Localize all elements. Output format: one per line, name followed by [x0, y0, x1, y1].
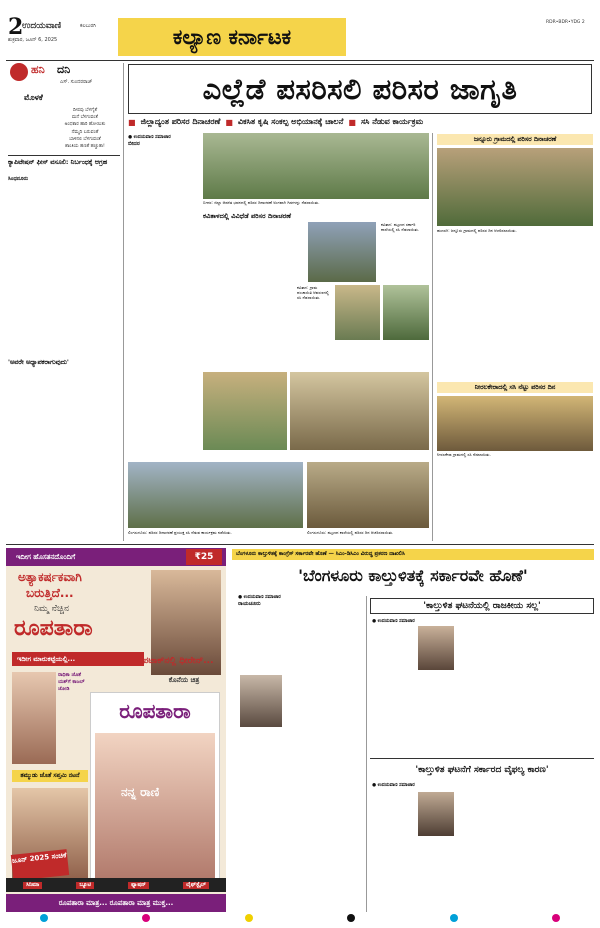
left-story-headline: ಕ್ಯಾಪಿಟೇಷನ್ ಫೀಸ್ ವಸೂಲಿ: ನಿರ್ಬಂಧಕ್ಕೆ ಆಗ್ರಹ — [8, 158, 108, 166]
lingasugur-photo-3 — [128, 462, 303, 528]
lead-headline: ಎಲ್ಲೆಡೆ ಪಸರಿಸಲಿ ಪರಿಸರ ಜಾಗೃತಿ — [202, 72, 518, 106]
politician-photo-1 — [240, 675, 282, 727]
cover-line: ನನ್ನ ರಾಣಿ — [121, 785, 160, 799]
neeralakera-photo — [437, 396, 593, 451]
black-mark-icon — [347, 914, 355, 922]
bottom-body-col2 — [286, 601, 362, 911]
right-bottom-body-1b — [458, 626, 594, 756]
brand-logo-icon — [10, 63, 28, 81]
bottom-dateline: ರಾಯಚೂರು — [238, 601, 261, 607]
edition-code: RDR•BDR•YDG 2 — [546, 20, 585, 25]
advert-on-sale: ಇದೀಗ ಮಾರುಕಟ್ಟೆಯಲ್ಲಿ... — [12, 652, 144, 666]
byline-bullet-icon: ● — [372, 783, 378, 788]
bullet-icon: ■ — [348, 117, 356, 127]
bottom-kicker: ಬೆಂಗಳೂರು ಕಾಲ್ತುಳಿತಕ್ಕೆ ಕಾಂಗ್ರೆಸ್ ಸರ್ಕಾರವೇ ಹೊಣೆ — ಸಿಎಂ-ಡಿಸಿಎಂ ವಿರುದ್ಧ ಪ್ರಕರಣ ದಾಖಲಿಸಿ — [232, 549, 594, 560]
left-story2-body — [8, 370, 120, 542]
yellow-mark-icon — [245, 914, 253, 922]
column-brand-b: ದನಿ — [57, 63, 71, 76]
lead-dateline: ಬೀದರ — [128, 141, 140, 147]
right-story1-body — [437, 240, 593, 378]
poem-line: ದೀಪವು ಬೆಳಗೈತೆ — [72, 108, 98, 113]
lead-subhead: ಜಿಲ್ಲಾದ್ಯಂತ ಪರಿಸರ ದಿನಾಚರಣೆ — [140, 117, 221, 126]
poem-title: ಮೊಳಕೆ — [24, 93, 43, 102]
advert-side-text: ರಾಧಿಕಾ ಜೊತೆ ಯಶ್‌ಗೆ ಕಾಜಲ್ ಜೋಡಿ — [58, 672, 85, 692]
advert-tagline-1: ಅತ್ಯಾಕರ್ಷಕವಾಗಿ — [18, 570, 82, 584]
left-story-dateline: ಸಿಂಧನೂರು — [8, 176, 29, 182]
issue-date: ಶುಕ್ರವಾರ, ಜೂನ್ 6, 2025 — [8, 37, 58, 43]
politician-photo-3 — [418, 792, 454, 836]
lead-headline-box — [128, 64, 592, 114]
advert-tag: ಫ್ಯಾಷನ್ — [128, 882, 149, 889]
lead-subhead: ವಿಕಸಿತ ಕೃಷಿ ಸಂಕಲ್ಪ ಅಭಿಯಾನಕ್ಕೆ ಚಾಲನೆ — [237, 117, 344, 126]
advert-tag: ಸಿನಿಮಾ — [23, 882, 42, 889]
lead-body-col2 — [203, 222, 293, 370]
print-registration-marks — [40, 914, 560, 922]
column-separator — [366, 596, 367, 912]
section-title: ಕಲ್ಯಾಣ ಕರ್ನಾಟಕ — [172, 25, 292, 49]
jannur-photo — [437, 148, 593, 226]
lead-subheads — [128, 117, 592, 127]
poem-line: ಶಾಂತಿಯ ಹಣತೆ ಹಚ್ಚುತಾ! — [65, 144, 105, 150]
lead-photo — [203, 133, 429, 199]
kavital-photo-2 — [335, 285, 380, 340]
lead-photo-caption: ಬೀದರ: ಜಿಲ್ಲಾ ಆಡಳಿತ ಭವನದಲ್ಲಿ ಪರಿಸರ ದಿನಾಚರಣೆ ಅಂಗವಾಗಿ ಗಿಡಗಳನ್ನು ನೆಡಲಾಯಿತು. — [203, 200, 320, 205]
advert-issue-badge: ಜೂನ್ 2025 ಸಂಚಿಕೆ — [11, 849, 69, 881]
advert-tagline-3: ನಿಮ್ಮ ನೆಚ್ಚಿನ — [34, 604, 69, 614]
cover-photo — [95, 733, 215, 883]
right-story2-headline: ನೀರಲಕೇರಾದಲ್ಲಿ ಸಸಿ ನೆಟ್ಟು ಪರಿಸರ ದಿನ — [437, 382, 593, 393]
column-separator — [123, 63, 124, 541]
right-bottom-body-1a — [372, 626, 416, 756]
right-bottom-byline-1 — [372, 618, 415, 624]
magenta-mark-icon — [552, 914, 560, 922]
advert-side-text-2: ತಮ್ಮುಡು ಜೊತೆ ಸಪ್ತಮಿ ನಟನೆ — [12, 770, 88, 782]
advert-magazine-name: ರೂಪತಾರಾ — [14, 616, 93, 641]
cyan-mark-icon — [450, 914, 458, 922]
jannur-caption: ಹುಣಸಗಿ: ಜನ್ನೂರು ಗ್ರಾಮದಲ್ಲಿ ಪರಿಸರ ದಿನ ಆಚರಿಸಲಾಯಿತು. — [437, 228, 517, 233]
left-story-body — [8, 176, 120, 356]
poem-line: ಮನೆ ಬೆಳಗುವಂತೆ — [72, 115, 98, 121]
right-story1-headline: ಜನ್ನೂರು ಗ್ರಾಮದಲ್ಲಿ ಪರಿಸರ ದಿನಾಚರಣೆ — [437, 134, 593, 145]
advert-strap: ಇದೀಗ ಹೊಸತನದೊಂದಿಗೆ — [6, 548, 226, 566]
right-bottom-byline-1-text: ಉದಯವಾಣಿ ಸಮಾಚಾರ — [377, 619, 415, 624]
kavital-caption-2: ಕವಿತಾಳ: ಗ್ರಾಮ ಪಂಚಾಯಿತಿ ಆವರಣದಲ್ಲಿ ಸಸಿ ನೆಡಲಾಯಿತು. — [297, 285, 329, 300]
advert-side-photo — [12, 672, 56, 764]
edition-city: ಕಲಬುರಗಿ — [80, 23, 96, 29]
lingasugur-photo-2 — [290, 372, 429, 450]
magazine-advert — [6, 548, 226, 912]
advert-footer: ರೂಪತಾರಾ ಮಾತ್ರ... ರೂಪತಾರಾ ಮಾತ್ರ ಮುಕ್ತ... — [6, 894, 226, 912]
lead-byline-text: ಉದಯವಾಣಿ ಸಮಾಚಾರ — [133, 135, 171, 140]
poem-line: ನೆಮ್ಮದಿ ಬರುವಂತೆ — [71, 129, 99, 135]
cyan-mark-icon — [40, 914, 48, 922]
right-bottom-headline-1: 'ಕಾಲ್ತುಳಿತ ಘಟನೆಯಲ್ಲಿ ರಾಜಕೀಯ ಸಲ್ಲ' — [370, 598, 594, 614]
bullet-icon: ■ — [225, 117, 233, 127]
byline-bullet-icon: ● — [128, 135, 134, 140]
neeralakera-caption: ನೀರಲಕೇರಾ ಗ್ರಾಮದಲ್ಲಿ ಸಸಿ ನೆಡಲಾಯಿತು. — [437, 452, 491, 457]
section2-headline: ಕವಿತಾಳದಲ್ಲಿ ವಿವಿಧೆಡೆ ಪರಿಸರ ದಿನಾಚರಣೆ — [203, 212, 291, 220]
bottom-headline: 'ಬೆಂಗಳೂರು ಕಾಲ್ತುಳಿತಕ್ಕೆ ಸರ್ಕಾರವೇ ಹೊಣೆ' — [298, 566, 528, 585]
kavital-photo-3 — [383, 285, 429, 340]
story-divider — [370, 758, 594, 759]
lead-subhead: ಸಸಿ ನೆಡುವ ಕಾರ್ಯಕ್ರಮ — [360, 117, 424, 126]
right-bottom-headline-2: 'ಕಾಲ್ತುಳಿತ ಘಟನೆಗೆ ಸರ್ಕಾರದ ವೈಫಲ್ಯ ಕಾರಣ' — [415, 765, 549, 775]
byline-bullet-icon: ● — [238, 595, 244, 600]
right-story2-body — [437, 460, 593, 542]
advert-tagline-2: ಬರುತ್ತಿದೆ... — [26, 586, 74, 600]
poem-line: ಬಾಳಿನಲಿ ಬೆಳಗುವಂತೆ — [69, 136, 101, 142]
paper-name: ಉದಯವಾಣಿ — [22, 21, 62, 31]
advert-promo-1: ಪಟಾಕ್‌ನಲ್ಲಿ ಧೀರೇನ್... — [142, 656, 214, 666]
kavital-photo-1 — [308, 222, 376, 282]
section-banner — [118, 18, 346, 56]
byline-bullet-icon: ● — [372, 619, 378, 624]
bottom-caption-b: ಲಿಂಗಸುಗೂರು: ಪಟ್ಟಣದ ಶಾಲೆಯಲ್ಲಿ ಪರಿಸರ ದಿನ ಆಚರಿಸಲಾಯಿತು. — [307, 530, 394, 535]
lead-byline — [128, 134, 171, 140]
poem-line: ಅಂಧಕಾರ ಹಾರಿ ಹೋಯಿತು — [64, 122, 106, 128]
cover-title: ರೂಪತಾರಾ — [119, 699, 191, 723]
column-separator — [432, 133, 433, 541]
lingasugur-photo-4 — [307, 462, 429, 528]
poem-author: ಎಸ್. ಸುಂದರರಾಜ್ — [60, 79, 93, 85]
advert-tag: ಬ್ಯೂಟಿ — [76, 882, 94, 889]
fold-rule — [6, 544, 594, 545]
column-brand-a: ಹನಿ — [31, 63, 45, 76]
bullet-icon: ■ — [128, 117, 136, 127]
lingasugur-photo-1 — [203, 372, 287, 450]
advert-price: ₹25 — [186, 549, 222, 565]
politician-photo-2 — [418, 626, 454, 670]
bottom-byline-text: ಉದಯವಾಣಿ ಸಮಾಚಾರ — [243, 595, 281, 600]
right-bottom-byline-2-text: ಉದಯವಾಣಿ ಸಮಾಚಾರ — [377, 783, 415, 788]
magenta-mark-icon — [142, 914, 150, 922]
advert-tag: ಲೈಫ್‌ಸ್ಟೈಲ್ — [183, 882, 209, 889]
bottom-byline — [238, 594, 281, 600]
masthead-rule — [6, 60, 594, 61]
right-bottom-byline-2 — [372, 782, 415, 788]
page-number: 2 — [8, 14, 24, 40]
right-bottom-body-2a — [372, 790, 416, 912]
poem-body — [50, 107, 120, 150]
kavital-caption-1: ಕವಿತಾಳ: ಪಟ್ಟಣದ ಸರ್ಕಾರಿ ಶಾಲೆಯಲ್ಲಿ ಸಸಿ ನೆಡಲಾಯಿತು. — [381, 222, 420, 232]
advert-footer-tags — [6, 878, 226, 892]
lead-body-col1 — [128, 141, 200, 461]
bottom-caption-a: ಲಿಂಗಸುಗೂರು: ಪರಿಸರ ದಿನಾಚರಣೆ ಪ್ರಯುಕ್ತ ಸಸಿ ನೆಡುವ ಕಾರ್ಯಕ್ರಮ ನಡೆಯಿತು. — [128, 530, 232, 535]
left-story2-headline: 'ಅವರೇ ಅಧ್ಯಾಪಕರಾಗುವುದು' — [8, 358, 69, 366]
magazine-cover — [90, 692, 220, 892]
advert-promo-2: ಕೊನೆಯ ಚಿತ್ರ — [168, 676, 200, 684]
column-divider — [8, 155, 120, 156]
right-bottom-body-2b — [458, 790, 594, 912]
